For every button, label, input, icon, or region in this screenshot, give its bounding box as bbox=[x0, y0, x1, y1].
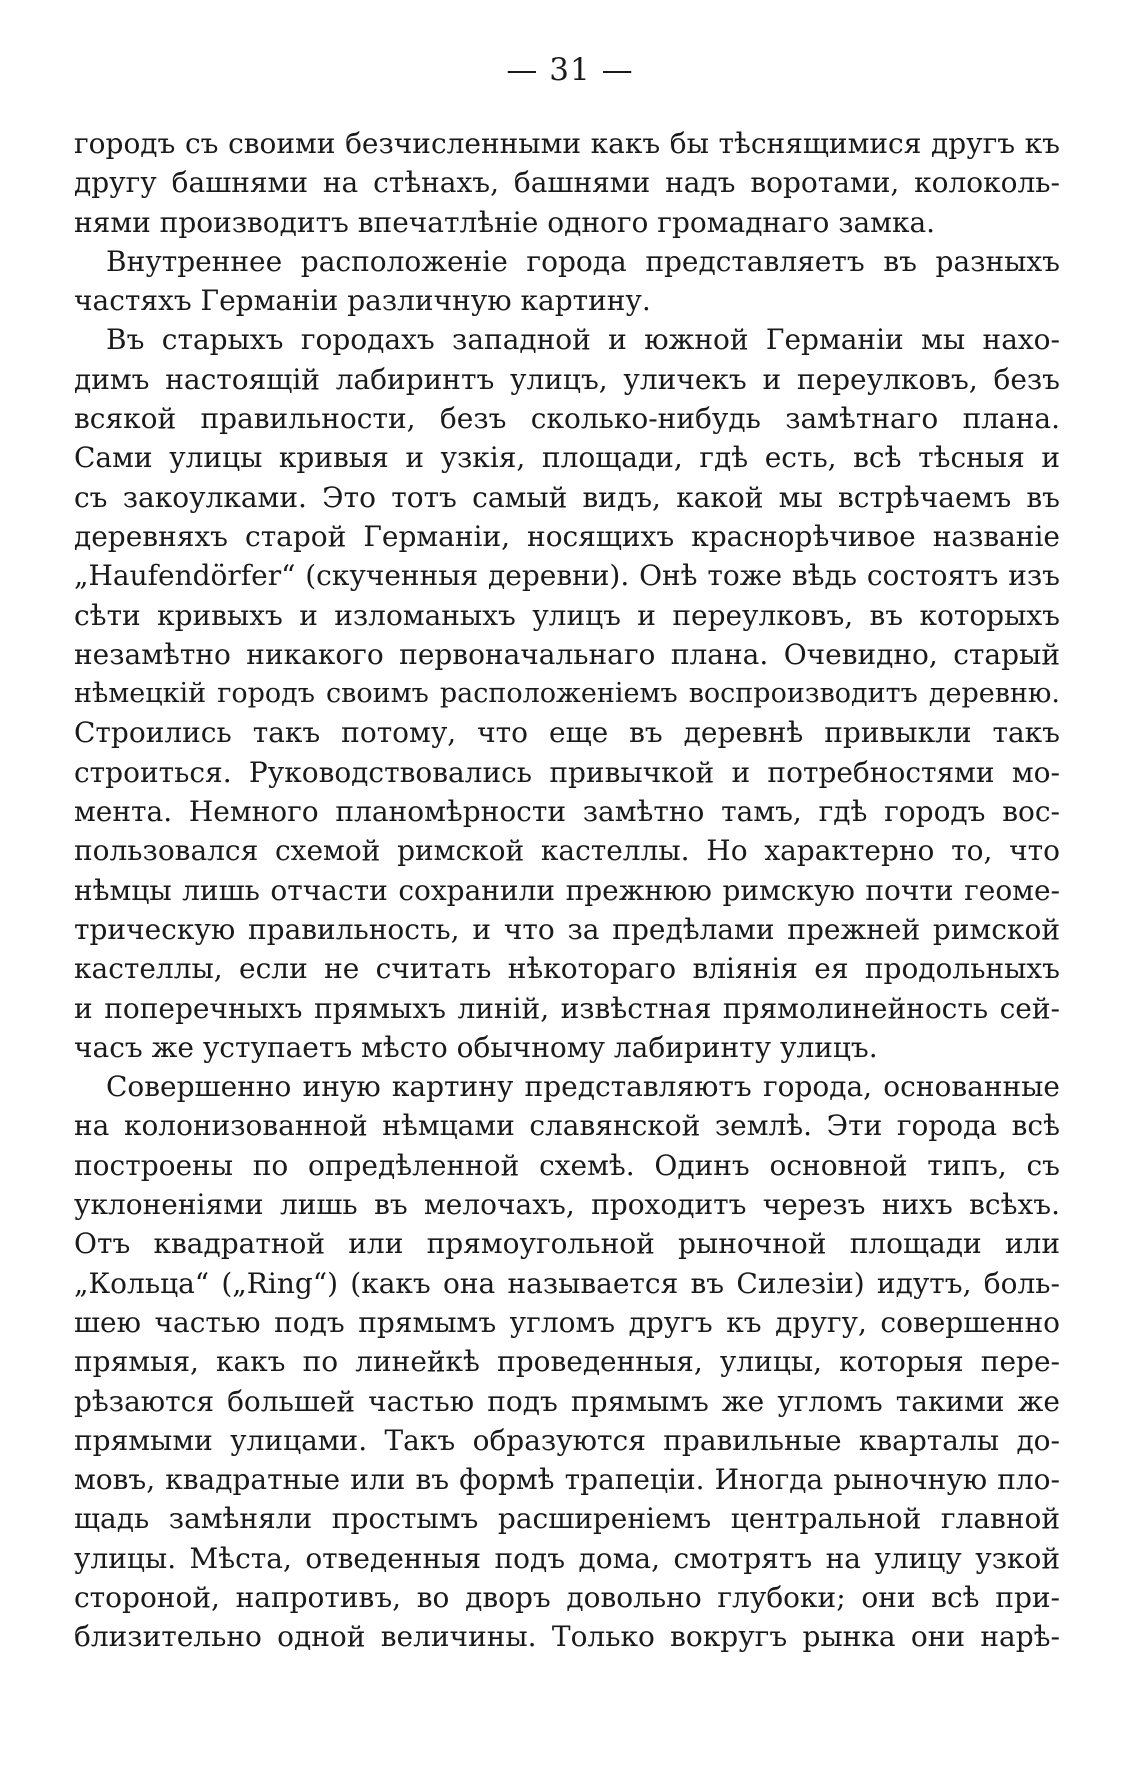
text-line: городъ съ своими безчисленными какъ бы тѣснящимися другъ къ bbox=[74, 127, 1060, 160]
text-line: Сами улицы кривыя и узкія, площади, гдѣ есть, всѣ тѣсныя и bbox=[74, 441, 1060, 475]
text-line: димъ настоящій лабиринтъ улицъ, уличекъ и переулковъ, безъ bbox=[74, 362, 1060, 396]
text-line: сѣти кривыхъ и изломаныхъ улицъ и переулковъ, въ которыхъ bbox=[74, 598, 1060, 632]
text-line: нѣмцы лишь отчасти сохранили прежнюю римскую почти геоме- bbox=[74, 873, 1060, 907]
text-line: съ закоулками. Это тотъ самый видъ, какой мы встрѣчаемъ въ bbox=[74, 480, 1060, 514]
text-line: прямыми улицами. Такъ образуются правильные кварталы до- bbox=[74, 1423, 1060, 1457]
text-line: незамѣтно никакого первоначальнаго плана. Очевидно, старый bbox=[74, 637, 1060, 671]
text-line: уклоненіями лишь въ мелочахъ, проходитъ черезъ нихъ всѣхъ. bbox=[74, 1188, 1060, 1222]
text-line: частяхъ Германіи различную картину. bbox=[74, 284, 651, 318]
text-line: близительно одной величины. Только вокругъ рынка они нарѣ- bbox=[74, 1620, 1060, 1654]
paragraph bbox=[74, 242, 1060, 321]
text-line: мента. Немного планомѣрности замѣтно тамъ, гдѣ городъ вос- bbox=[74, 795, 1060, 829]
text-line: стороной, напротивъ, во дворъ довольно глубоки; они всѣ при- bbox=[74, 1580, 1060, 1614]
text-line: щадь замѣняли простымъ расширеніемъ центральной главной bbox=[74, 1502, 1060, 1536]
text-line: мовъ, квадратные или въ формѣ трапеціи. Иногда рыночную пло- bbox=[74, 1463, 1060, 1497]
text-line: трическую правильность, и что за предѣлами прежней римской bbox=[74, 912, 1060, 946]
text-line: Отъ квадратной или прямоугольной рыночной площади или bbox=[74, 1227, 1060, 1261]
text-line: часъ же уступаетъ мѣсто обычному лабиринту улицъ. bbox=[74, 1030, 878, 1064]
text-line: построены по опредѣленной схемѣ. Одинъ основной типъ, съ bbox=[74, 1148, 1060, 1182]
body-text bbox=[74, 124, 1060, 1657]
text-line: кастеллы, если не считать нѣкотораго вліянія ея продольныхъ bbox=[74, 952, 1060, 986]
text-line: другу башнями на стѣнахъ, башнями надъ воротами, колоколь- bbox=[74, 166, 1060, 200]
text-line: улицы. Мѣста, отведенныя подъ дома, смотрятъ на улицу узкой bbox=[74, 1541, 1060, 1575]
text-line: рѣзаются большей частью подъ прямымъ же угломъ такими же bbox=[74, 1384, 1060, 1418]
text-line: Совершенно иную картину представляютъ города, основанные bbox=[106, 1070, 1060, 1104]
text-line: Въ старыхъ городахъ западной и южной Германіи мы нахо- bbox=[106, 323, 1060, 357]
text-line: и поперечныхъ прямыхъ линій, извѣстная прямолинейность сей- bbox=[74, 991, 1060, 1025]
text-line: деревняхъ старой Германіи, носящихъ краснорѣчивое названіе bbox=[74, 519, 1060, 553]
text-line: „Кольца“ („Ring“) (какъ она называется въ Силезіи) идутъ, боль- bbox=[74, 1266, 1060, 1300]
text-line: пользовался схемой римской кастеллы. Но характерно то, что bbox=[74, 834, 1060, 868]
paragraph bbox=[74, 1067, 1060, 1656]
page-number: — 31 — bbox=[506, 52, 634, 88]
text-line: шею частью подъ прямымъ угломъ другъ къ другу, совершенно bbox=[74, 1305, 1060, 1339]
text-line: „Haufendörfer“ (скученныя деревни). Онѣ тоже вѣдь состоятъ изъ bbox=[74, 559, 1060, 593]
text-line: прямыя, какъ по линейкѣ проведенныя, улицы, которыя пере- bbox=[74, 1345, 1060, 1379]
text-line: нѣмецкій городъ своимъ расположеніемъ воспроизводитъ деревню. bbox=[74, 678, 1060, 710]
paragraph bbox=[74, 320, 1060, 1067]
text-line: строиться. Руководствовались привычкой и потребностями мо- bbox=[74, 755, 1060, 789]
text-line: на колонизованной нѣмцами славянской землѣ. Эти города всѣ bbox=[74, 1109, 1060, 1143]
text-line: Строились такъ потому, что еще въ деревнѣ привыкли такъ bbox=[74, 716, 1060, 750]
text-line: Внутреннее расположеніе города представляетъ въ разныхъ bbox=[106, 244, 1060, 278]
text-line: всякой правильности, безъ сколько-нибудь замѣтнаго плана. bbox=[74, 402, 1060, 436]
paragraph bbox=[74, 124, 1060, 242]
text-line: нями производитъ впечатлѣніе одного громаднаго замка. bbox=[74, 205, 936, 239]
